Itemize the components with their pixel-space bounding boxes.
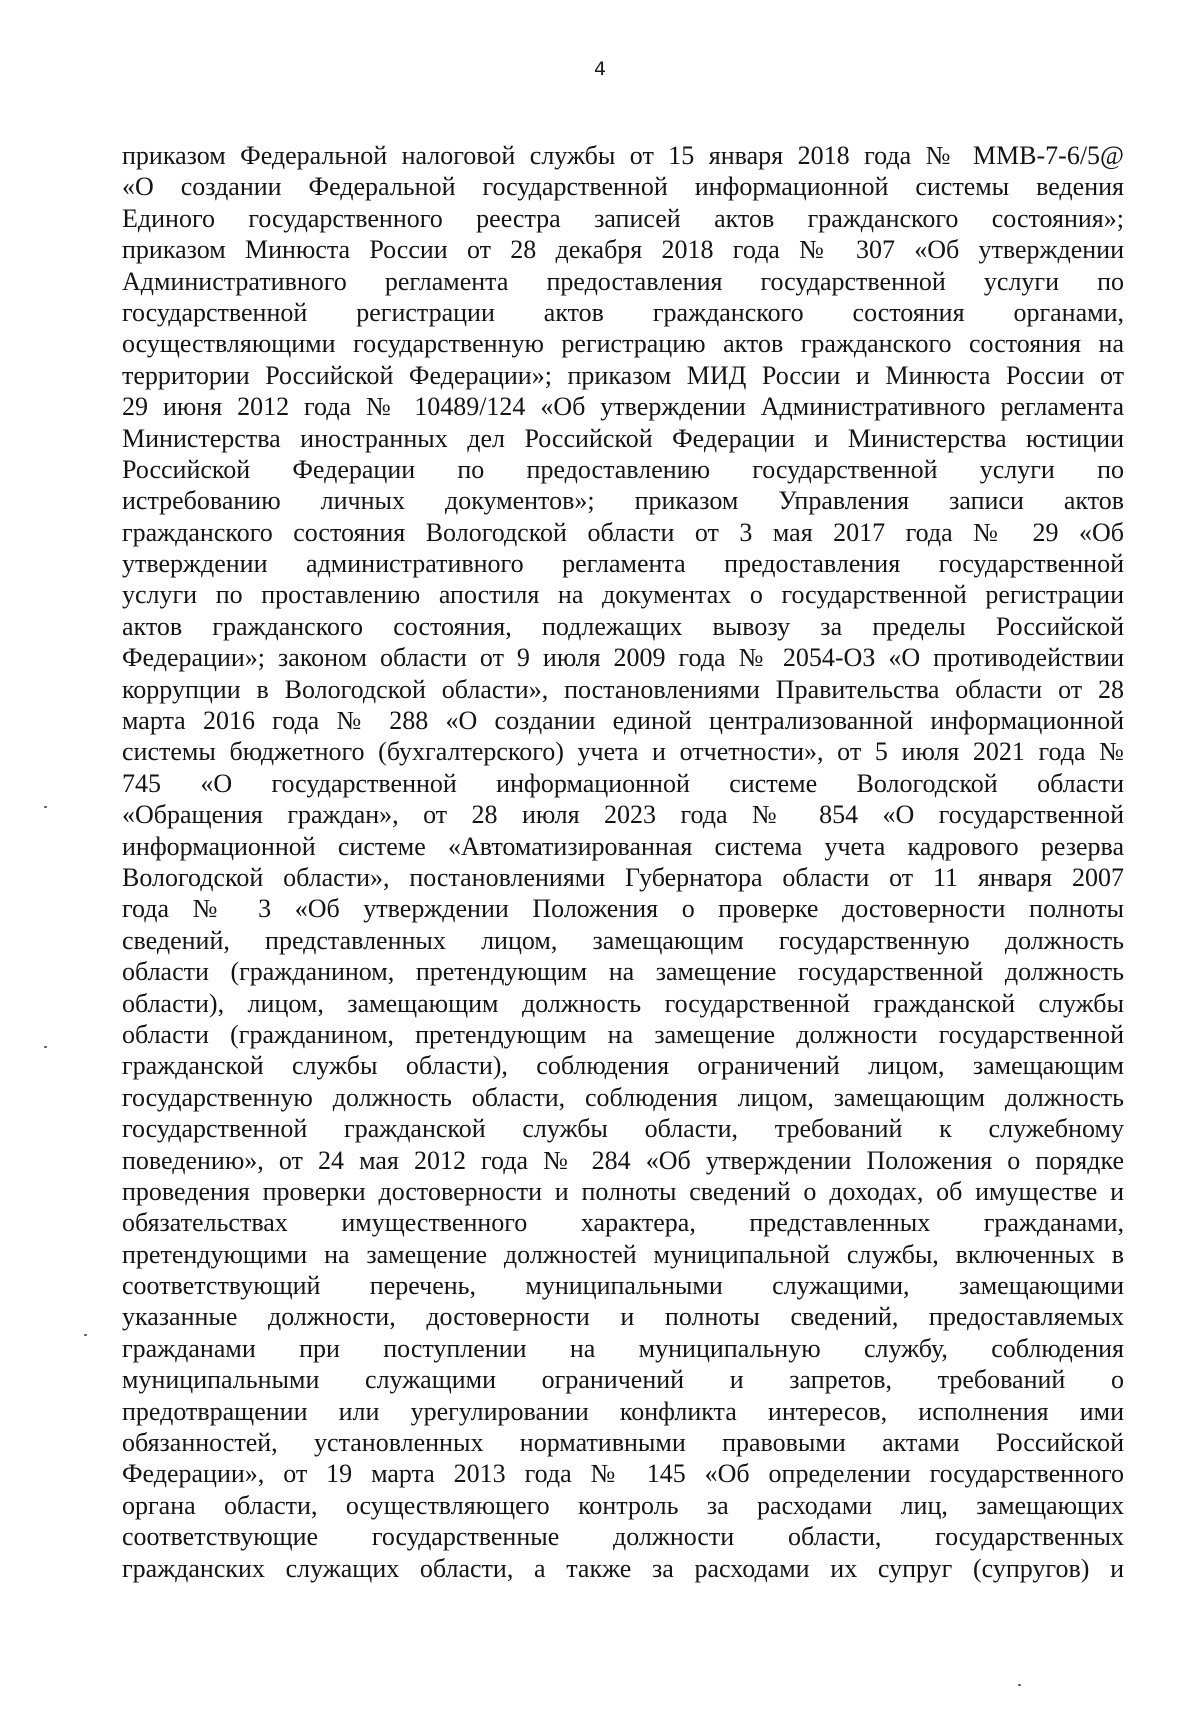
text-line: Федерации»; законом области от 9 июля 2009 года № 2054-ОЗ «О противодействии xyxy=(122,643,1124,673)
text-line: сведений, представленных лицом, замещающим государственную должность xyxy=(122,925,1124,955)
text-line: территории Российской Федерации»; приказом МИД России и Минюста России от xyxy=(122,360,1124,390)
text-line: «О создании Федеральной государственной информационной системы ведения xyxy=(122,172,1124,202)
text-line: Вологодской области», постановлениями Губернатора области от 11 января 2007 xyxy=(122,862,1124,892)
text-line: осуществляющими государственную регистрацию актов гражданского состояния на xyxy=(122,329,1124,359)
text-line: приказом Федеральной налоговой службы от 15 января 2018 года № ММВ-7-6/5@ xyxy=(122,141,1124,170)
text-line: года № 3 «Об утверждении Положения о проверке достоверности полноты xyxy=(122,894,1124,924)
text-line: гражданского состояния Вологодской области от 3 мая 2017 года № 29 «Об xyxy=(122,517,1124,547)
text-line: области), лицом, замещающим должность государственной гражданской службы xyxy=(122,988,1124,1018)
text-line: соответствующий перечень, муниципальными служащими, замещающими xyxy=(122,1271,1124,1301)
text-line: Министерства иностранных дел Российской Федерации и Министерства юстиции xyxy=(122,423,1124,453)
text-line: гражданских служащих области, а также за расходами их супруг (супругов) и xyxy=(122,1553,1124,1583)
text-line: актов гражданского состояния, подлежащих вывозу за пределы Российской xyxy=(122,611,1124,641)
text-line: «Обращения граждан», от 28 июля 2023 года № 854 «О государственной xyxy=(122,800,1124,830)
text-line: государственной гражданской службы области, требований к служебному xyxy=(122,1114,1124,1144)
text-line: области (гражданином, претендующим на замещение государственной должность xyxy=(122,957,1124,987)
text-line: государственной регистрации актов гражданского состояния органами, xyxy=(122,297,1124,327)
text-line: поведению», от 24 мая 2012 года № 284 «Об утверждении Положения о порядке xyxy=(122,1145,1124,1175)
text-line: истребованию личных документов»; приказом Управления записи актов xyxy=(122,486,1124,516)
page-number: 4 xyxy=(593,58,607,80)
text-line: претендующими на замещение должностей муниципальной службы, включенных в xyxy=(122,1239,1124,1269)
text-line: информационной системе «Автоматизированная система учета кадрового резерва xyxy=(122,831,1124,861)
scan-speck xyxy=(1018,1684,1021,1686)
text-line: Единого государственного реестра записей актов гражданского состояния»; xyxy=(122,203,1124,233)
text-line: гражданской службы области), соблюдения ограничений лицом, замещающим xyxy=(122,1051,1124,1081)
text-line: государственную должность области, соблюдения лицом, замещающим должность xyxy=(122,1082,1124,1112)
text-line: Федерации», от 19 марта 2013 года № 145 «Об определении государственного xyxy=(122,1459,1124,1489)
text-line: обязанностей, установленных нормативными правовыми актами Российской xyxy=(122,1428,1124,1458)
text-line: 29 июня 2012 года № 10489/124 «Об утверждении Административного регламента xyxy=(122,392,1124,422)
body-text xyxy=(122,140,1124,1584)
text-line: приказом Минюста России от 28 декабря 2018 года № 307 «Об утверждении xyxy=(122,235,1124,265)
scan-speck xyxy=(44,1046,47,1048)
text-line: коррупции в Вологодской области», постановлениями Правительства области от 28 xyxy=(122,674,1124,704)
text-line: обязательствах имущественного характера, представленных гражданами, xyxy=(122,1208,1124,1238)
text-line: 745 «О государственной информационной системе Вологодской области xyxy=(122,768,1124,798)
text-line: Административного регламента предоставления государственной услуги по xyxy=(122,266,1124,296)
text-line: Российской Федерации по предоставлению государственной услуги по xyxy=(122,454,1124,484)
text-line: системы бюджетного (бухгалтерского) учета и отчетности», от 5 июля 2021 года № xyxy=(122,737,1124,767)
text-line: предотвращении или урегулировании конфликта интересов, исполнения ими xyxy=(122,1396,1124,1426)
scan-speck xyxy=(84,1334,87,1336)
text-line: соответствующие государственные должности области, государственных xyxy=(122,1522,1124,1552)
text-line: области (гражданином, претендующим на замещение должности государственной xyxy=(122,1019,1124,1049)
text-line: органа области, осуществляющего контроль за расходами лиц, замещающих xyxy=(122,1490,1124,1520)
text-line: проведения проверки достоверности и полноты сведений о доходах, об имуществе и xyxy=(122,1176,1124,1206)
text-line: утверждении административного регламента предоставления государственной xyxy=(122,549,1124,579)
text-line: муниципальными служащими ограничений и запретов, требований о xyxy=(122,1365,1124,1395)
scan-speck xyxy=(44,806,47,808)
text-line: услуги по проставлению апостиля на документах о государственной регистрации xyxy=(122,580,1124,610)
text-line: марта 2016 года № 288 «О создании единой централизованной информационной xyxy=(122,706,1124,736)
text-line: указанные должности, достоверности и полноты сведений, предоставляемых xyxy=(122,1302,1124,1332)
text-line: гражданами при поступлении на муниципальную службу, соблюдения xyxy=(122,1333,1124,1363)
